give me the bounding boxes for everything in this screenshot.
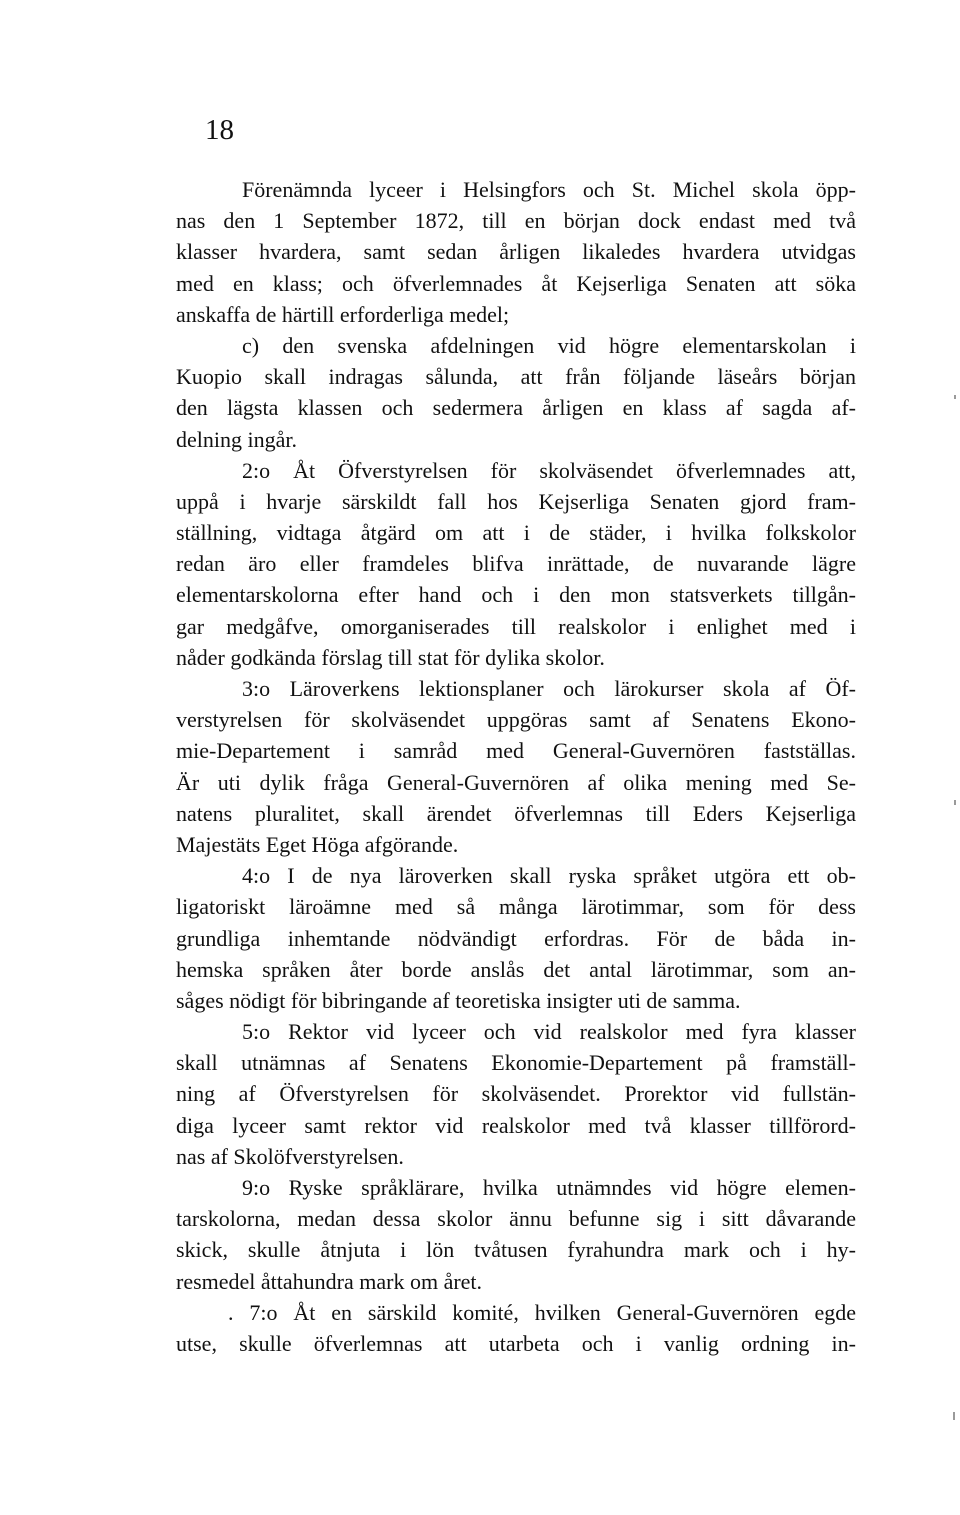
text-line: 4:o I de nya läroverken skall ryska språket utgöra ett ob- [242,863,856,889]
text-line: skick, skulle åtnjuta i lön tvåtusen fyrahundra mark och i hy- [176,1237,856,1263]
text-line: ning af Öfverstyrelsen för skolväsendet. Prorektor vid fullstän- [176,1081,856,1107]
text-line: anskaffa de härtill erforderliga medel; [176,301,510,327]
text-line: utse, skulle öfverlemnas att utarbeta och i vanlig ordning in- [176,1330,856,1356]
text-line: 3:o Läroverkens lektionsplaner och lärokurser skola af Öf- [242,676,856,701]
body-text [176,174,856,1359]
scan-speck [953,1412,955,1420]
text-line: diga lyceer samt rektor vid realskolor med två klasser tillförord- [176,1112,856,1138]
text-line: uppå i hvarje särskildt fall hos Kejserliga Senaten gjord fram- [176,488,856,514]
text-line: Är uti dylik fråga General-Guvernören af olika mening med Se- [176,769,856,795]
text-line: . 7:o Åt en särskild komité, hvilken General-Guvernören egde [228,1299,856,1325]
scan-speck [954,800,956,805]
text-line: gar medgåfve, omorganiserades till realskolor i enlighet med i [176,613,856,639]
text-line: mie-Departement i samråd med General-Guvernören fastställas. [176,738,856,764]
text-line: verstyrelsen för skolväsendet uppgöras samt af Senatens Ekono- [176,707,856,733]
text-line: ställning, vidtaga åtgärd om att i de städer, i hvilka folkskolor [176,520,856,546]
text-line: nas af Skolöfverstyrelsen. [176,1143,404,1169]
text-line: nåder godkända förslag till stat för dylika skolor. [176,644,605,670]
text-line: Förenämnda lyceer i Helsingfors och St. Michel skola öpp- [242,177,856,202]
text-line: Kuopio skall indragas sålunda, att från följande läseårs början [176,364,856,390]
text-line: elementarskolorna efter hand och i den mon statsverkets tillgån- [176,582,856,608]
text-line: 5:o Rektor vid lyceer och vid realskolor med fyra klasser [242,1019,856,1045]
text-line: med en klass; och öfverlemnades åt Kejserliga Senaten att söka [176,270,856,296]
scan-speck [954,395,956,399]
text-line: ligatoriskt läroämne med så många lärotimmar, som för dess [176,894,856,920]
text-line: skall utnämnas af Senatens Ekonomie-Departement på framställ- [176,1050,856,1076]
text-line: hemska språken åter borde anslås det antal lärotimmar, som an- [176,956,856,982]
text-line: nas den 1 September 1872, till en början dock endast med två [176,208,856,234]
text-line: Majestäts Eget Höga afgörande. [176,831,459,857]
page-number: 18 [205,114,234,146]
text-line: resmedel åttahundra mark om året. [176,1268,483,1294]
text-line: 9:o Ryske språklärare, hvilka utnämndes vid högre elemen- [242,1175,856,1200]
text-line: c) den svenska afdelningen vid högre elementarskolan i [242,332,856,358]
text-line: grundliga inhemtande nödvändigt erfordras. För de båda in- [176,925,856,951]
text-line: redan äro eller framdeles blifva inrättade, de nuvarande lägre [176,551,856,577]
text-line: såges nödigt för bibringande af teoretiska insigter uti de samma. [176,987,741,1013]
text-line: klasser hvardera, samt sedan årligen likaledes hvardera utvidgas [176,239,856,265]
text-line: 2:o Åt Öfverstyrelsen för skolväsendet öfverlemnades att, [242,457,856,483]
text-line: tarskolorna, medan dessa skolor ännu befunne sig i sitt dåvarande [176,1206,856,1232]
text-line: delning ingår. [176,426,297,452]
text-line: natens pluralitet, skall ärendet öfverlemnas till Eders Kejserliga [176,800,856,826]
text-line: den lägsta klassen och sedermera årligen en klass af sagda af- [176,395,856,421]
